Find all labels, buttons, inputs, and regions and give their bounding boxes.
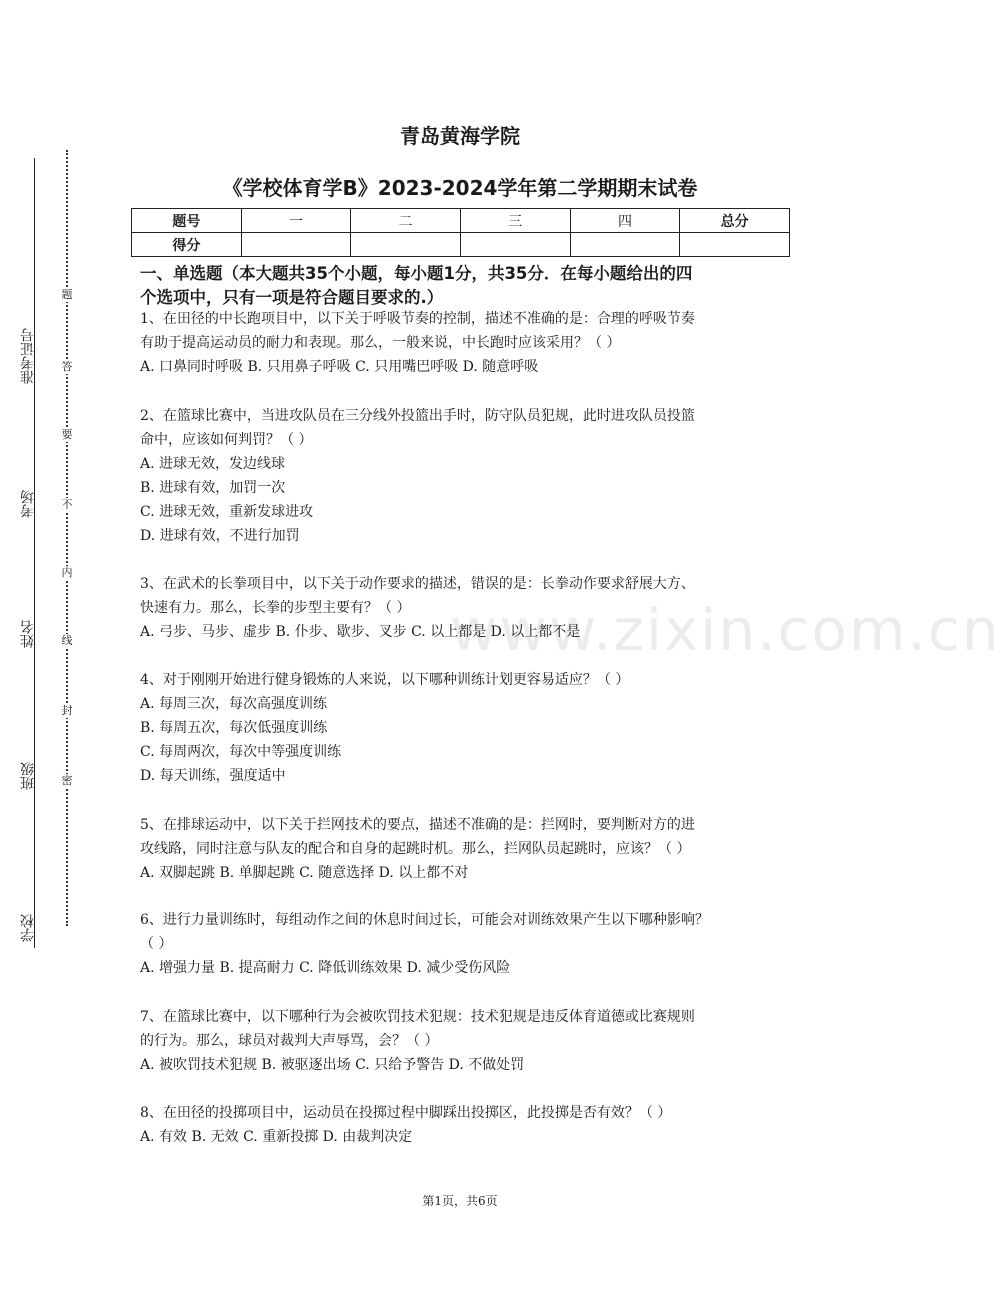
binding-label-name: 姓名 <box>20 620 36 648</box>
question-3 <box>140 572 788 644</box>
question-options: A. 增强力量 B. 提高耐力 C. 降低训练效果 D. 减少受伤风险 <box>140 960 511 976</box>
binding-underline <box>34 158 35 948</box>
question-stem: 有助于提高运动员的耐力和表现。那么，一般来说，中长跑时应该采用？（ ） <box>140 335 621 351</box>
question-option: A. 每周三次，每次高强度训练 <box>140 696 328 712</box>
score-input-cell <box>460 233 570 257</box>
binding-label-class: 班级 <box>20 762 36 790</box>
binding-label-school: 学校 <box>20 914 36 942</box>
score-table-cell: 总分 <box>680 209 790 233</box>
seal-char: 题 <box>59 288 75 302</box>
score-table-cell: 四 <box>570 209 680 233</box>
question-stem: 3、在武术的长拳项目中，以下关于动作要求的描述，错误的是：长拳动作要求舒展大方、 <box>140 576 695 592</box>
seal-char: 要 <box>59 428 75 442</box>
exam-title: 《学校体育学B》2023-2024学年第二学期期末试卷 <box>222 176 698 200</box>
question-options: A. 双脚起跳 B. 单脚起跳 C. 随意选择 D. 以上都不对 <box>140 865 469 881</box>
question-stem: 攻线路，同时注意与队友的配合和自身的起跳时机。那么，拦网队员起跳时，应该？（ ） <box>140 841 691 857</box>
question-4 <box>140 668 788 788</box>
score-table-score-row <box>132 233 790 257</box>
seal-char: 密 <box>59 774 75 788</box>
question-stem: 4、对于刚刚开始进行健身锻炼的人来说，以下哪种训练计划更容易适应？（ ） <box>140 672 630 688</box>
seal-char: 封 <box>59 704 75 718</box>
question-option: D. 进球有效，不进行加罚 <box>140 528 300 544</box>
page-footer: 第1页，共6页 <box>422 1194 498 1208</box>
score-table <box>131 208 790 257</box>
question-option: B. 进球有效，加罚一次 <box>140 480 286 496</box>
question-options: A. 弓步、马步、虚步 B. 仆步、歇步、叉步 C. 以上都是 D. 以上都不是 <box>140 624 581 640</box>
question-option: A. 进球无效，发边线球 <box>140 456 286 472</box>
score-table-cell: 三 <box>460 209 570 233</box>
school-name: 青岛黄海学院 <box>400 124 520 148</box>
score-input-cell <box>351 233 461 257</box>
section-heading-line: 个选项中，只有一项是符合题目要求的.） <box>140 288 444 307</box>
question-option: C. 每周两次，每次中等强度训练 <box>140 744 342 760</box>
score-table-cell: 得分 <box>132 233 242 257</box>
score-input-cell <box>241 233 351 257</box>
score-table-cell: 题号 <box>132 209 242 233</box>
question-option: B. 每周五次，每次低强度训练 <box>140 720 328 736</box>
seal-dotted-line <box>66 150 68 926</box>
question-stem: 7、在篮球比赛中，以下哪种行为会被吹罚技术犯规：技术犯规是违反体育道德或比赛规则 <box>140 1009 695 1025</box>
question-stem: 2、在篮球比赛中，当进攻队员在三分线外投篮出手时，防守队员犯规，此时进攻队员投篮 <box>140 408 695 424</box>
question-6 <box>140 908 788 980</box>
section-heading-line: 一、单选题（本大题共35个小题，每小题1分，共35分．在每小题给出的四 <box>140 264 693 283</box>
seal-char: 答 <box>59 360 75 374</box>
score-input-cell <box>570 233 680 257</box>
question-7 <box>140 1005 788 1077</box>
question-5 <box>140 813 788 885</box>
question-options: A. 被吹罚技术犯规 B. 被驱逐出场 C. 只给予警告 D. 不做处罚 <box>140 1057 525 1073</box>
question-stem: 的行为。那么，球员对裁判大声辱骂，会？（ ） <box>140 1033 439 1049</box>
seal-char: 内 <box>59 566 75 580</box>
score-table-cell: 二 <box>351 209 461 233</box>
question-option: C. 进球无效，重新发球进攻 <box>140 504 314 520</box>
question-options: A. 有效 B. 无效 C. 重新投掷 D. 由裁判决定 <box>140 1129 413 1145</box>
question-2 <box>140 404 788 548</box>
binding-label-exam-id: 准考证号 <box>20 328 36 384</box>
question-stem: 1、在田径的中长跑项目中，以下关于呼吸节奏的控制，描述不准确的是：合理的呼吸节奏 <box>140 311 695 327</box>
question-option: D. 每天训练，强度适中 <box>140 768 286 784</box>
question-stem: 快速有力。那么，长拳的步型主要有？（ ） <box>140 600 411 616</box>
score-input-cell <box>680 233 790 257</box>
question-stem: 5、在排球运动中，以下关于拦网技术的要点，描述不准确的是：拦网时，要判断对方的进 <box>140 817 695 833</box>
score-table-cell: 一 <box>241 209 351 233</box>
question-1 <box>140 307 788 379</box>
question-stem: 6、进行力量训练时，每组动作之间的休息时间过长，可能会对训练效果产生以下哪种影响？ <box>140 912 709 928</box>
seal-char: 线 <box>59 634 75 648</box>
section-heading <box>140 262 790 310</box>
question-stem: （ ） <box>140 936 173 952</box>
score-table-header-row <box>132 209 790 233</box>
question-options: A. 口鼻同时呼吸 B. 只用鼻子呼吸 C. 只用嘴巴呼吸 D. 随意呼吸 <box>140 359 539 375</box>
question-stem: 命中，应该如何判罚？（ ） <box>140 432 313 448</box>
watermark: www.zixin.com.cn <box>450 596 1001 664</box>
question-8 <box>140 1101 788 1149</box>
binding-label-exam-room: 考场 <box>20 490 36 518</box>
seal-char: 不 <box>59 498 75 512</box>
question-stem: 8、在田径的投掷项目中，运动员在投掷过程中脚踩出投掷区，此投掷是否有效？（ ） <box>140 1105 672 1121</box>
